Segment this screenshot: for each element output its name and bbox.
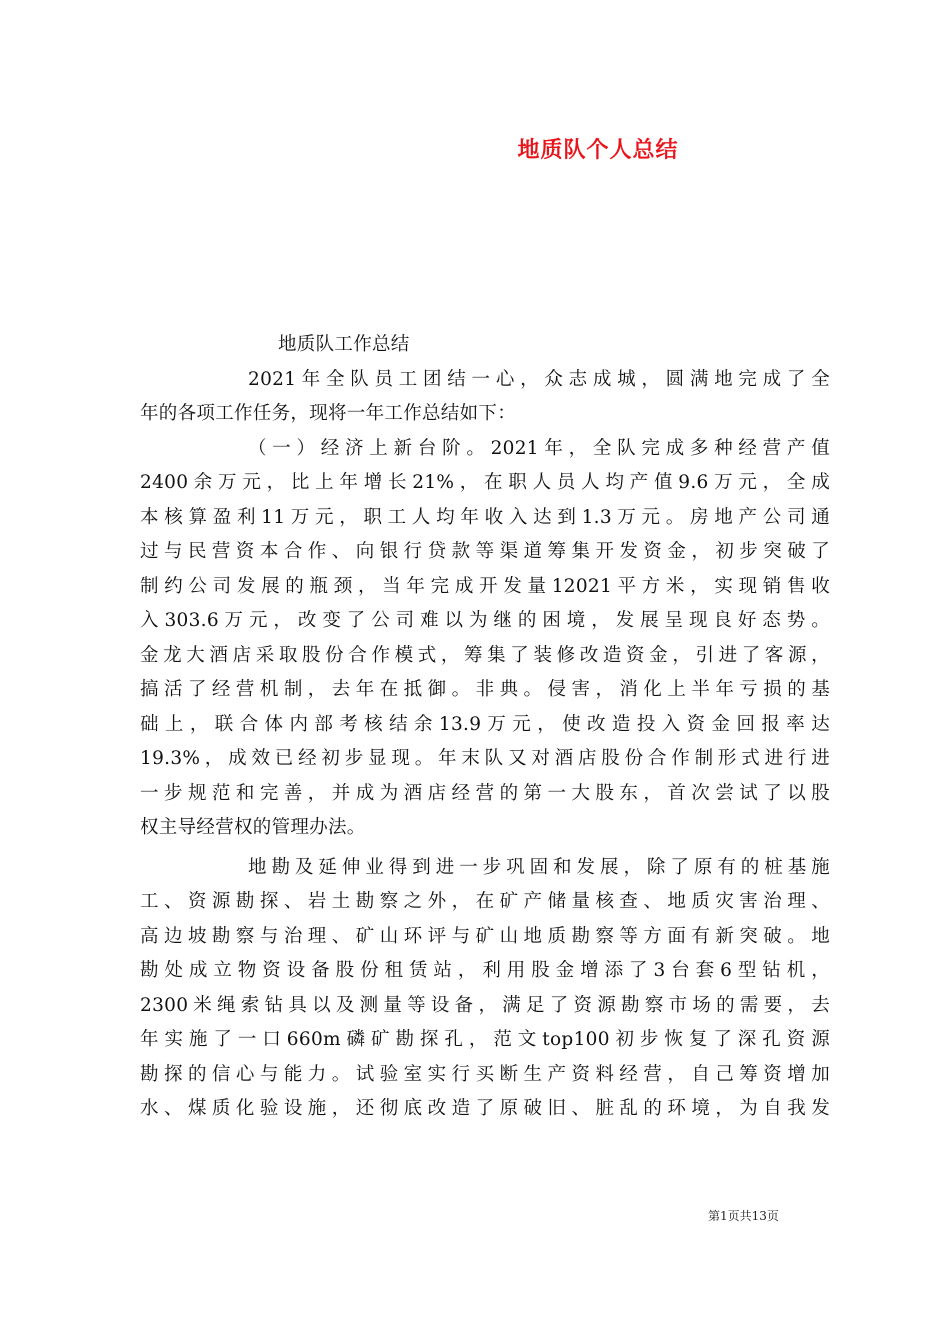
section-heading: 地质队工作总结 — [278, 334, 410, 355]
text-line: 高边坡勘察与治理、矿山环评与矿山地质勘察等方面有新突破。地 — [140, 925, 830, 947]
text-line: 金龙大酒店采取股份合作模式，筹集了装修改造资金，引进了客源， — [140, 644, 830, 666]
text-line: 搞活了经营机制，去年在抵御。非典。侵害，消化上半年亏损的基 — [140, 679, 830, 700]
text-line: 地勘及延伸业得到进一步巩固和发展，除了原有的桩基施 — [248, 856, 830, 878]
text-line: 年实施了一口660m磷矿勘探孔，范文top100初步恢复了深孔资源 — [140, 1029, 830, 1050]
text-line: 础上，联合体内部考核结余13.9万元，使改造投入资金回报率达 — [140, 713, 830, 735]
text-line: 权主导经营权的管理办法。 — [140, 817, 366, 838]
document-body — [140, 328, 830, 1127]
text-line: 制约公司发展的瓶颈，当年完成开发量12021平方米，实现销售收 — [140, 575, 830, 597]
page-number: 第1页共13页 — [708, 1209, 779, 1223]
text-line: 本核算盈利11万元，职工人均年收入达到1.3万元。房地产公司通 — [140, 506, 830, 528]
text-line: 年的各项工作任务，现将一年工作总结如下： — [140, 403, 517, 424]
document-title: 地质队个人总结 — [517, 137, 679, 163]
text-line: 2300米绳索钻具以及测量等设备，满足了资源勘察市场的需要，去 — [140, 994, 830, 1016]
text-line: 入303.6万元，改变了公司难以为继的困境，发展呈现良好态势。 — [140, 610, 830, 631]
text-line: 2400余万元，比上年增长21%，在职人员人均产值9.6万元，全成 — [140, 472, 830, 493]
text-line: （一）经济上新台阶。2021年，全队完成多种经营产值 — [248, 437, 830, 459]
paragraph-1 — [140, 363, 830, 432]
paragraph-3 — [140, 851, 830, 1127]
text-line: 勘探的信心与能力。试验室实行买断生产资料经营，自己筹资增加 — [140, 1063, 830, 1085]
text-line: 勘处成立物资设备股份租赁站，利用股金增添了3台套6型钻机， — [140, 960, 830, 981]
text-line: 19.3%，成效已经初步显现。年末队又对酒店股份合作制形式进行进 — [140, 748, 830, 769]
text-line: 一步规范和完善，并成为酒店经营的第一大股东，首次尝试了以股 — [140, 782, 830, 804]
paragraph-2 — [140, 432, 830, 846]
text-line: 过与民营资本合作、向银行贷款等渠道筹集开发资金，初步突破了 — [140, 541, 830, 562]
text-line: 工、资源勘探、岩土勘察之外，在矿产储量核查、地质灾害治理、 — [140, 891, 830, 912]
text-line: 2021年全队员工团结一心，众志成城，圆满地完成了全 — [248, 368, 830, 390]
text-line: 水、煤质化验设施，还彻底改造了原破旧、脏乱的环境，为自我发 — [140, 1098, 830, 1119]
